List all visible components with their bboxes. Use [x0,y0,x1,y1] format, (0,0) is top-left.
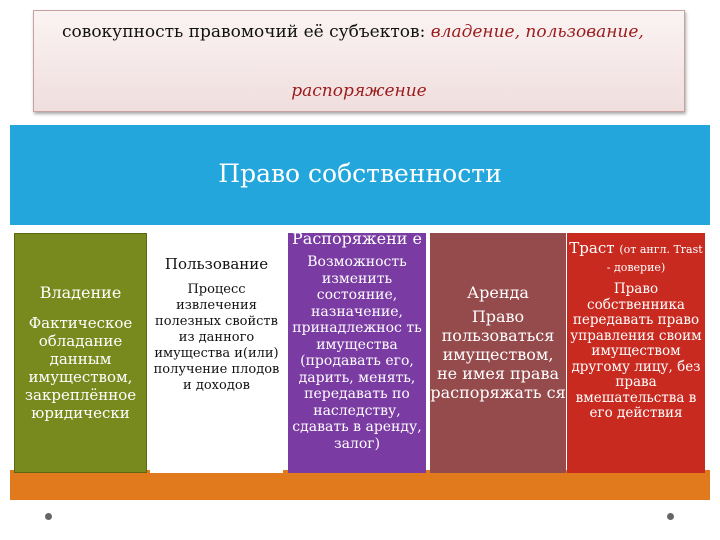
column-ownership-possession [14,233,147,473]
column-disposal [288,233,426,473]
column-lease [430,233,566,473]
column-body: Возможность изменить состояние, назначение, принадлежнос ть имущества (продавать его, дарить, менять, передавать по наследству, сдавать в аренду, залог) [292,254,422,452]
column-use [150,233,283,473]
column-body: Фактическое обладание данным имуществом, закреплённое юридически [24,314,137,422]
column-heading: Владение [39,283,122,302]
bullet-dot-left [45,513,52,520]
column-body: Право собственника передавать право управления своим имуществом другому лицу, без права вмешательства в его действия [570,281,702,421]
trust-heading: Траст [569,239,615,257]
trust-heading-note: (от англ. Trast - доверие) [606,243,703,274]
column-body: Процесс извлечения полезных свойств из данного имущества и(или) получение плодов и доходов [153,282,280,393]
column-trust [567,233,705,473]
column-heading: Аренда [467,283,529,302]
definition-line-1 [62,22,644,42]
column-heading [567,240,705,276]
definition-italic: владение, пользование, [430,22,644,42]
page-title: Право собственности [218,159,502,188]
definition-line-2: распоряжение [291,81,427,101]
column-heading: Пользование [164,255,269,273]
column-heading: Распоряжени е [292,233,422,248]
bullet-dot-right [667,513,674,520]
bottom-bar [10,470,710,500]
definition-prefix: совокупность правомочий её субъектов: [62,22,431,42]
column-body: Право пользоваться имуществом, не имея права распоряжать ся [430,307,566,402]
definition-box [33,10,685,112]
title-band [10,125,710,225]
